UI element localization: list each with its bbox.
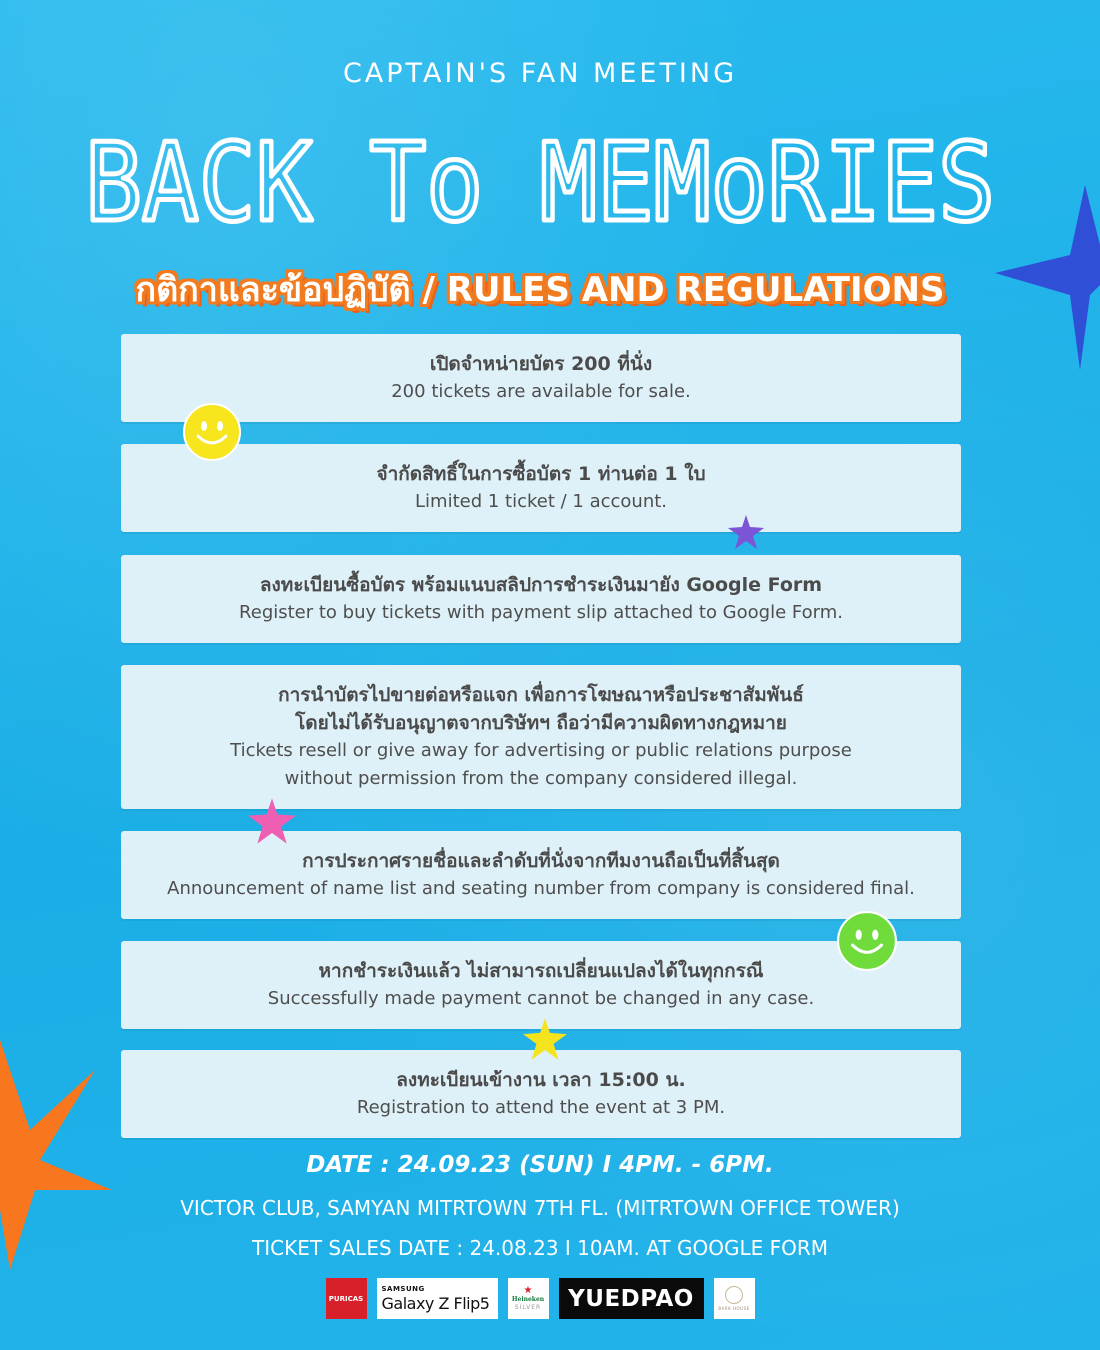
rule-6-english: Successfully made payment cannot be changed in any case. <box>267 988 815 1009</box>
rule-5-english: Announcement of name list and seating number from company is considered final. <box>167 878 915 899</box>
yellow-smiley-icon <box>182 402 242 462</box>
rule-1-thai: เปิดจำหน่ายบัตร 200 ที่นั่ง <box>429 353 653 375</box>
green-smiley-icon <box>836 910 898 972</box>
puricas-logo-text: PURICAS <box>328 1294 364 1303</box>
rule-1-english: 200 tickets are available for sale. <box>391 381 691 402</box>
rule-2-thai: จำกัดสิทธิ์ในการซื้อบัตร 1 ท่านต่อ 1 ใบ <box>376 463 706 485</box>
pink-star-icon <box>248 798 296 844</box>
rule-4-english-line-2: without permission from the company considered illegal. <box>284 768 798 789</box>
rule-7-english: Registration to attend the event at 3 PM. <box>356 1097 726 1118</box>
rule-4-english-line-1: Tickets resell or give away for advertising or public relations purpose <box>230 740 852 761</box>
event-date: DATE : 24.09.23 (SUN) I 4PM. - 6PM. <box>306 1152 774 1178</box>
samsung-galaxy-logo <box>377 1278 498 1319</box>
rule-7-thai: ลงทะเบียนเข้างาน เวลา 15:00 น. <box>396 1069 686 1091</box>
bark-house-logo <box>714 1278 755 1319</box>
event-kicker: CAPTAIN'S FAN MEETING <box>342 58 738 89</box>
rule-6-thai: หากชำระเงินแล้ว ไม่สามารถเปลี่ยนแปลงได้ในทุกกรณี <box>318 960 764 982</box>
yuedpao-logo <box>559 1278 704 1319</box>
hero-title <box>70 108 1010 248</box>
rule-card-3 <box>121 555 961 643</box>
rule-card-6 <box>121 941 961 1029</box>
rule-card-4 <box>121 665 961 809</box>
rule-2-english: Limited 1 ticket / 1 account. <box>415 491 667 512</box>
rule-card-5 <box>121 831 961 919</box>
yellow-star-icon <box>523 1018 567 1060</box>
rule-card-2 <box>121 444 961 532</box>
rule-3-thai: ลงทะเบียนซื้อบัตร พร้อมแนบสลิปการชำระเงินมายัง Google Form <box>259 574 823 596</box>
bark-house-text: BARK HOUSE <box>718 1306 750 1311</box>
blue-star-decoration <box>990 185 1100 370</box>
hero-title-text: BACK To MEMoRIES <box>85 121 995 246</box>
galaxy-product-text: Galaxy Z Flip5 <box>381 1293 490 1313</box>
heineken-silver-text: SILVER <box>514 1303 542 1311</box>
rule-card-1 <box>121 334 961 422</box>
rule-card-7 <box>121 1050 961 1138</box>
rule-5-thai: การประกาศรายชื่อและลำดับที่นั่งจากทีมงานถือเป็นที่สิ้นสุด <box>302 850 780 872</box>
ticket-sales-date: TICKET SALES DATE : 24.08.23 I 10AM. AT GOOGLE FORM <box>252 1236 828 1260</box>
purple-star-icon <box>728 515 764 549</box>
samsung-brand-text: SAMSUNG <box>381 1284 425 1293</box>
yuedpao-logo-text: YUEDPAO <box>568 1285 694 1312</box>
bark-house-emblem-icon <box>725 1286 743 1304</box>
heineken-text: Heineken <box>511 1295 545 1303</box>
rules-heading: กติกาและข้อปฏิบัติ / RULES AND REGULATIONS <box>135 270 945 310</box>
rule-4-thai-line-1: การนำบัตรไปขายต่อหรือแจก เพื่อการโฆษณาหรือประชาสัมพันธ์ <box>278 684 804 706</box>
sponsor-logos <box>0 1278 1080 1319</box>
puricas-logo <box>326 1278 367 1319</box>
heineken-silver-logo <box>508 1278 549 1319</box>
rule-3-english: Register to buy tickets with payment slip attached to Google Form. <box>239 602 843 623</box>
heineken-star-icon: ★ <box>523 1284 533 1296</box>
rule-4-thai-line-2: โดยไม่ได้รับอนุญาตจากบริษัทฯ ถือว่ามีความผิดทางกฎหมาย <box>295 712 787 734</box>
event-venue: VICTOR CLUB, SAMYAN MITRTOWN 7TH FL. (MITRTOWN OFFICE TOWER) <box>180 1196 900 1220</box>
